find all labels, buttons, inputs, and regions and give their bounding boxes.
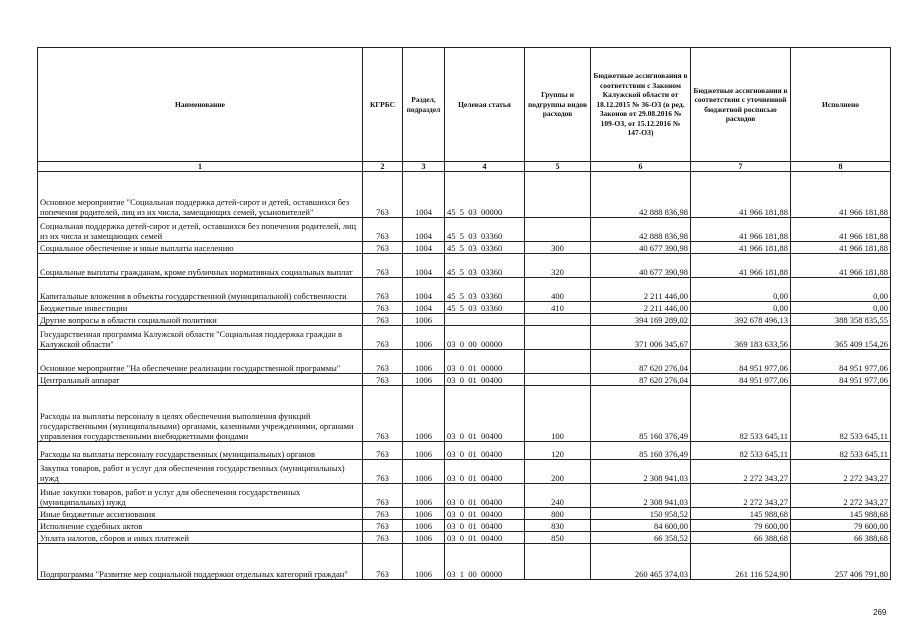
cell-budget-law: 87 620 276,04 xyxy=(591,374,691,386)
cell-section: 1004 xyxy=(403,172,445,218)
table-row xyxy=(38,254,891,278)
cell-budget-law: 150 958,52 xyxy=(591,508,691,520)
cell-section: 1006 xyxy=(403,374,445,386)
col-header-section: Раздел, подраздел xyxy=(403,48,445,162)
cell-section: 1006 xyxy=(403,326,445,350)
cell-target: 03 0 01 00400 xyxy=(445,508,525,520)
cell-name: Исполнение судебных актов xyxy=(38,520,363,532)
column-number: 3 xyxy=(403,162,445,172)
cell-budget-law: 2 308 941,03 xyxy=(591,460,691,484)
cell-budget-law: 2 211 446,00 xyxy=(591,278,691,302)
cell-section: 1004 xyxy=(403,218,445,242)
table-row xyxy=(38,532,891,544)
cell-section: 1006 xyxy=(403,484,445,508)
cell-section: 1004 xyxy=(403,302,445,314)
column-number: 8 xyxy=(791,162,891,172)
cell-budget-refined: 79 600,00 xyxy=(691,520,791,532)
cell-budget-law: 394 169 289,02 xyxy=(591,314,691,326)
cell-target: 45 5 03 03360 xyxy=(445,254,525,278)
cell-kgrbs: 763 xyxy=(363,350,403,374)
cell-target: 03 0 01 00000 xyxy=(445,350,525,374)
cell-group xyxy=(525,350,591,374)
col-header-name: Наименование xyxy=(38,48,363,162)
cell-group: 830 xyxy=(525,520,591,532)
cell-budget-refined: 41 966 181,88 xyxy=(691,218,791,242)
cell-section: 1004 xyxy=(403,242,445,254)
cell-kgrbs: 763 xyxy=(363,532,403,544)
cell-section: 1006 xyxy=(403,520,445,532)
cell-name: Подпрограмма "Развитие мер социальной поддержки отдельных категорий граждан" xyxy=(38,544,363,580)
cell-group: 320 xyxy=(525,254,591,278)
cell-executed: 2 272 343,27 xyxy=(791,484,891,508)
budget-execution-table xyxy=(37,47,891,580)
cell-executed: 82 533 645,11 xyxy=(791,386,891,442)
cell-group: 240 xyxy=(525,484,591,508)
cell-target: 45 5 03 03360 xyxy=(445,302,525,314)
cell-kgrbs: 763 xyxy=(363,326,403,350)
cell-budget-law: 2 211 446,00 xyxy=(591,302,691,314)
cell-budget-law: 40 677 390,98 xyxy=(591,254,691,278)
cell-budget-law: 260 465 374,03 xyxy=(591,544,691,580)
cell-group: 410 xyxy=(525,302,591,314)
cell-budget-refined: 41 966 181,88 xyxy=(691,242,791,254)
table-row xyxy=(38,386,891,442)
table-row xyxy=(38,278,891,302)
cell-budget-refined: 84 951 977,06 xyxy=(691,374,791,386)
column-number: 5 xyxy=(525,162,591,172)
cell-group xyxy=(525,544,591,580)
cell-executed: 0,00 xyxy=(791,302,891,314)
table-row xyxy=(38,350,891,374)
cell-section: 1004 xyxy=(403,254,445,278)
cell-kgrbs: 763 xyxy=(363,484,403,508)
cell-budget-refined: 0,00 xyxy=(691,302,791,314)
cell-group xyxy=(525,172,591,218)
cell-budget-law: 2 308 941,03 xyxy=(591,484,691,508)
col-header-groups: Группы и подгруппы видов расходов xyxy=(525,48,591,162)
cell-name: Социальная поддержка детей-сирот и детей, оставшихся без попечения родителей, лиц из их числа и замещающих семей xyxy=(38,218,363,242)
cell-section: 1006 xyxy=(403,544,445,580)
page-number: 269 xyxy=(873,608,887,617)
cell-budget-refined: 2 272 343,27 xyxy=(691,460,791,484)
cell-executed: 257 406 791,80 xyxy=(791,544,891,580)
cell-group: 300 xyxy=(525,242,591,254)
cell-budget-law: 85 160 376,49 xyxy=(591,442,691,460)
cell-budget-refined: 2 272 343,27 xyxy=(691,484,791,508)
column-number: 6 xyxy=(591,162,691,172)
cell-executed: 145 988,68 xyxy=(791,508,891,520)
cell-section: 1006 xyxy=(403,386,445,442)
table-row xyxy=(38,508,891,520)
cell-executed: 41 966 181,88 xyxy=(791,218,891,242)
table-header-row xyxy=(38,48,891,162)
cell-kgrbs: 763 xyxy=(363,520,403,532)
table-row xyxy=(38,242,891,254)
cell-name: Социальные выплаты гражданам, кроме публичных нормативных социальных выплат xyxy=(38,254,363,278)
cell-target: 03 0 00 00000 xyxy=(445,326,525,350)
cell-section: 1006 xyxy=(403,350,445,374)
table-row xyxy=(38,172,891,218)
cell-budget-refined: 41 966 181,88 xyxy=(691,254,791,278)
cell-budget-refined: 145 988,68 xyxy=(691,508,791,520)
cell-group xyxy=(525,218,591,242)
cell-group: 400 xyxy=(525,278,591,302)
table-row xyxy=(38,520,891,532)
cell-name: Бюджетные инвестиции xyxy=(38,302,363,314)
cell-kgrbs: 763 xyxy=(363,242,403,254)
cell-group: 800 xyxy=(525,508,591,520)
cell-section: 1006 xyxy=(403,442,445,460)
cell-section: 1006 xyxy=(403,532,445,544)
table-row xyxy=(38,326,891,350)
cell-kgrbs: 763 xyxy=(363,442,403,460)
cell-budget-refined: 41 966 181,88 xyxy=(691,172,791,218)
table-body xyxy=(38,172,891,580)
cell-executed: 41 966 181,88 xyxy=(791,242,891,254)
cell-budget-law: 66 358,52 xyxy=(591,532,691,544)
cell-executed: 0,00 xyxy=(791,278,891,302)
cell-target: 03 0 01 00400 xyxy=(445,374,525,386)
cell-executed: 2 272 343,27 xyxy=(791,460,891,484)
cell-target: 45 5 03 03360 xyxy=(445,242,525,254)
cell-name: Государственная программа Калужской области "Социальная поддержка граждан в Калужской области" xyxy=(38,326,363,350)
col-header-executed: Исполнено xyxy=(791,48,891,162)
cell-executed: 41 966 181,88 xyxy=(791,254,891,278)
cell-budget-law: 42 888 836,98 xyxy=(591,172,691,218)
cell-section: 1006 xyxy=(403,508,445,520)
cell-kgrbs: 763 xyxy=(363,386,403,442)
cell-executed: 41 966 181,88 xyxy=(791,172,891,218)
column-number: 7 xyxy=(691,162,791,172)
column-number: 1 xyxy=(38,162,363,172)
cell-name: Закупка товаров, работ и услуг для обеспечения государственных (муниципальных) нужд xyxy=(38,460,363,484)
column-number-row xyxy=(38,162,891,172)
cell-budget-refined: 84 951 977,06 xyxy=(691,350,791,374)
cell-budget-refined: 0,00 xyxy=(691,278,791,302)
cell-name: Социальное обеспечение и иные выплаты населению xyxy=(38,242,363,254)
cell-kgrbs: 763 xyxy=(363,374,403,386)
column-number: 4 xyxy=(445,162,525,172)
cell-kgrbs: 763 xyxy=(363,314,403,326)
cell-target: 45 5 03 03360 xyxy=(445,278,525,302)
cell-kgrbs: 763 xyxy=(363,508,403,520)
cell-target: 03 0 01 00400 xyxy=(445,460,525,484)
cell-budget-law: 40 677 390,98 xyxy=(591,242,691,254)
cell-group xyxy=(525,326,591,350)
cell-group xyxy=(525,314,591,326)
cell-kgrbs: 763 xyxy=(363,278,403,302)
cell-name: Другие вопросы в области социальной политики xyxy=(38,314,363,326)
cell-target: 03 0 01 00400 xyxy=(445,386,525,442)
cell-budget-refined: 261 116 524,90 xyxy=(691,544,791,580)
cell-name: Центральный аппарат xyxy=(38,374,363,386)
cell-target: 03 0 01 00400 xyxy=(445,484,525,508)
cell-name: Основное мероприятие "На обеспечение реализации государственной программы" xyxy=(38,350,363,374)
cell-kgrbs: 763 xyxy=(363,172,403,218)
cell-section: 1004 xyxy=(403,278,445,302)
column-number: 2 xyxy=(363,162,403,172)
cell-budget-law: 371 006 345,67 xyxy=(591,326,691,350)
cell-budget-refined: 82 533 645,11 xyxy=(691,386,791,442)
cell-name: Иные бюджетные ассигнования xyxy=(38,508,363,520)
cell-name: Иные закупки товаров, работ и услуг для обеспечения государственных (муниципальных) нужд xyxy=(38,484,363,508)
cell-budget-law: 85 160 376,49 xyxy=(591,386,691,442)
cell-target: 45 5 03 00000 xyxy=(445,172,525,218)
cell-kgrbs: 763 xyxy=(363,218,403,242)
cell-target: 03 1 00 00000 xyxy=(445,544,525,580)
cell-target: 03 0 01 00400 xyxy=(445,442,525,460)
cell-section: 1006 xyxy=(403,460,445,484)
cell-budget-law: 42 888 836,98 xyxy=(591,218,691,242)
table-row xyxy=(38,374,891,386)
table-row xyxy=(38,442,891,460)
cell-name: Основное мероприятие "Социальная поддержка детей-сирот и детей, оставшихся без попечения родителей, лиц из их числа, замещающих семей, усыновителей" xyxy=(38,172,363,218)
cell-target xyxy=(445,314,525,326)
cell-group: 850 xyxy=(525,532,591,544)
cell-executed: 84 951 977,06 xyxy=(791,374,891,386)
cell-group: 120 xyxy=(525,442,591,460)
cell-executed: 82 533 645,11 xyxy=(791,442,891,460)
cell-executed: 84 951 977,06 xyxy=(791,350,891,374)
cell-name: Расходы на выплаты персоналу в целях обеспечения выполнения функций государственными (муниципальными) органами, казенными учреждениями, органами управления государственными внебюджетными фондами xyxy=(38,386,363,442)
cell-budget-refined: 392 678 496,13 xyxy=(691,314,791,326)
cell-executed: 388 358 835,55 xyxy=(791,314,891,326)
cell-kgrbs: 763 xyxy=(363,460,403,484)
cell-kgrbs: 763 xyxy=(363,544,403,580)
cell-budget-refined: 369 183 633,56 xyxy=(691,326,791,350)
cell-name: Капитальные вложения в объекты государственной (муниципальной) собственности xyxy=(38,278,363,302)
cell-budget-refined: 66 388,68 xyxy=(691,532,791,544)
cell-group: 200 xyxy=(525,460,591,484)
col-header-budget-refined: Бюджетные ассигнования в соответствии с уточненной бюджетной росписью расходов xyxy=(691,48,791,162)
table-row xyxy=(38,218,891,242)
cell-budget-law: 84 600,00 xyxy=(591,520,691,532)
cell-budget-law: 87 620 276,04 xyxy=(591,350,691,374)
cell-kgrbs: 763 xyxy=(363,302,403,314)
cell-target: 03 0 01 00400 xyxy=(445,520,525,532)
cell-name: Расходы на выплаты персоналу государственных (муниципальных) органов xyxy=(38,442,363,460)
table-row xyxy=(38,484,891,508)
cell-executed: 79 600,00 xyxy=(791,520,891,532)
table-row xyxy=(38,302,891,314)
cell-executed: 365 409 154,26 xyxy=(791,326,891,350)
cell-kgrbs: 763 xyxy=(363,254,403,278)
cell-group xyxy=(525,374,591,386)
cell-section: 1006 xyxy=(403,314,445,326)
col-header-target: Целевая статья xyxy=(445,48,525,162)
table-row xyxy=(38,314,891,326)
cell-group: 100 xyxy=(525,386,591,442)
col-header-budget-law: Бюджетные ассигнования в соответствии с Законом Калужской области от 18.12.2015 № 36-ОЗ (в ред. Законов от 29.08.2016 № 109-ОЗ, от 15.12.2016 № 147-ОЗ) xyxy=(591,48,691,162)
cell-executed: 66 388,68 xyxy=(791,532,891,544)
cell-name: Уплата налогов, сборов и иных платежей xyxy=(38,532,363,544)
table-row xyxy=(38,544,891,580)
col-header-kgrbs: КГРБС xyxy=(363,48,403,162)
cell-budget-refined: 82 533 645,11 xyxy=(691,442,791,460)
table-row xyxy=(38,460,891,484)
cell-target: 45 5 03 03360 xyxy=(445,218,525,242)
cell-target: 03 0 01 00400 xyxy=(445,532,525,544)
